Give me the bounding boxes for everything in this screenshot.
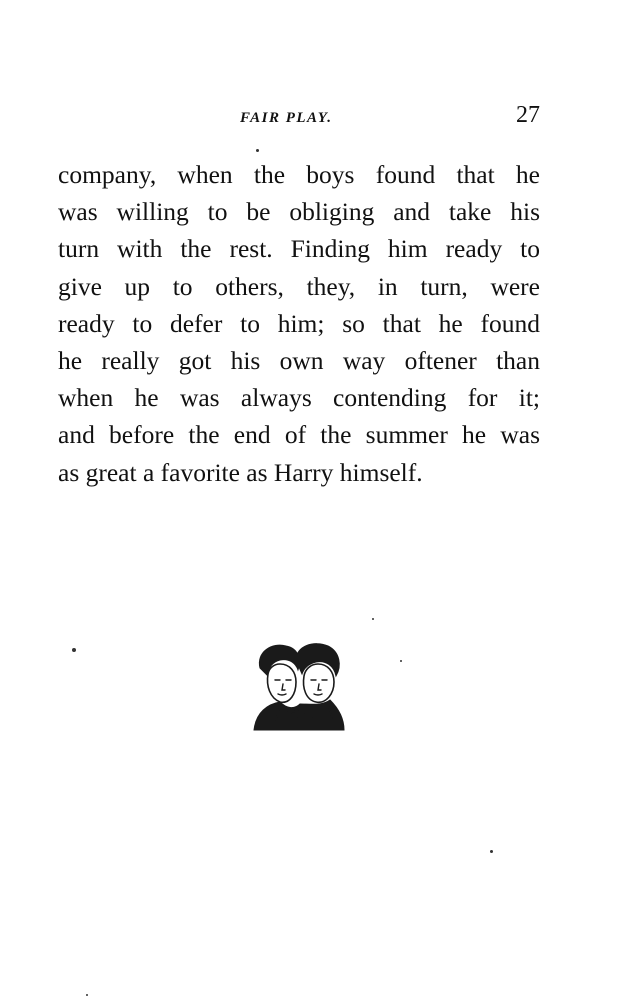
running-title: FAIR PLAY. (240, 110, 333, 126)
body-paragraph (58, 156, 540, 491)
text-line: company, when the boys found that he (58, 160, 540, 189)
text-line: as great a favorite as Harry himself. (58, 457, 423, 487)
paper-speck (72, 648, 76, 652)
text-line: and before the end of the summer he was (58, 420, 540, 450)
text-line: ready to defer to him; so that he found (58, 308, 540, 338)
running-head (58, 102, 540, 134)
two-boys-portrait-icon (250, 638, 346, 734)
text-line: he really got his own way oftener than (58, 346, 540, 376)
paper-speck (372, 618, 374, 620)
text-line: turn with the rest. Finding him ready to (58, 234, 540, 264)
text-line: was willing to be obliging and take his (58, 197, 540, 227)
paper-speck (86, 994, 88, 996)
paper-speck (400, 660, 402, 662)
paper-speck (256, 149, 259, 152)
text-line: give up to others, they, in turn, were (58, 271, 540, 301)
page-number: 27 (516, 102, 540, 128)
text-line: when he was always contending for it; (58, 383, 540, 413)
paper-speck (490, 850, 493, 853)
